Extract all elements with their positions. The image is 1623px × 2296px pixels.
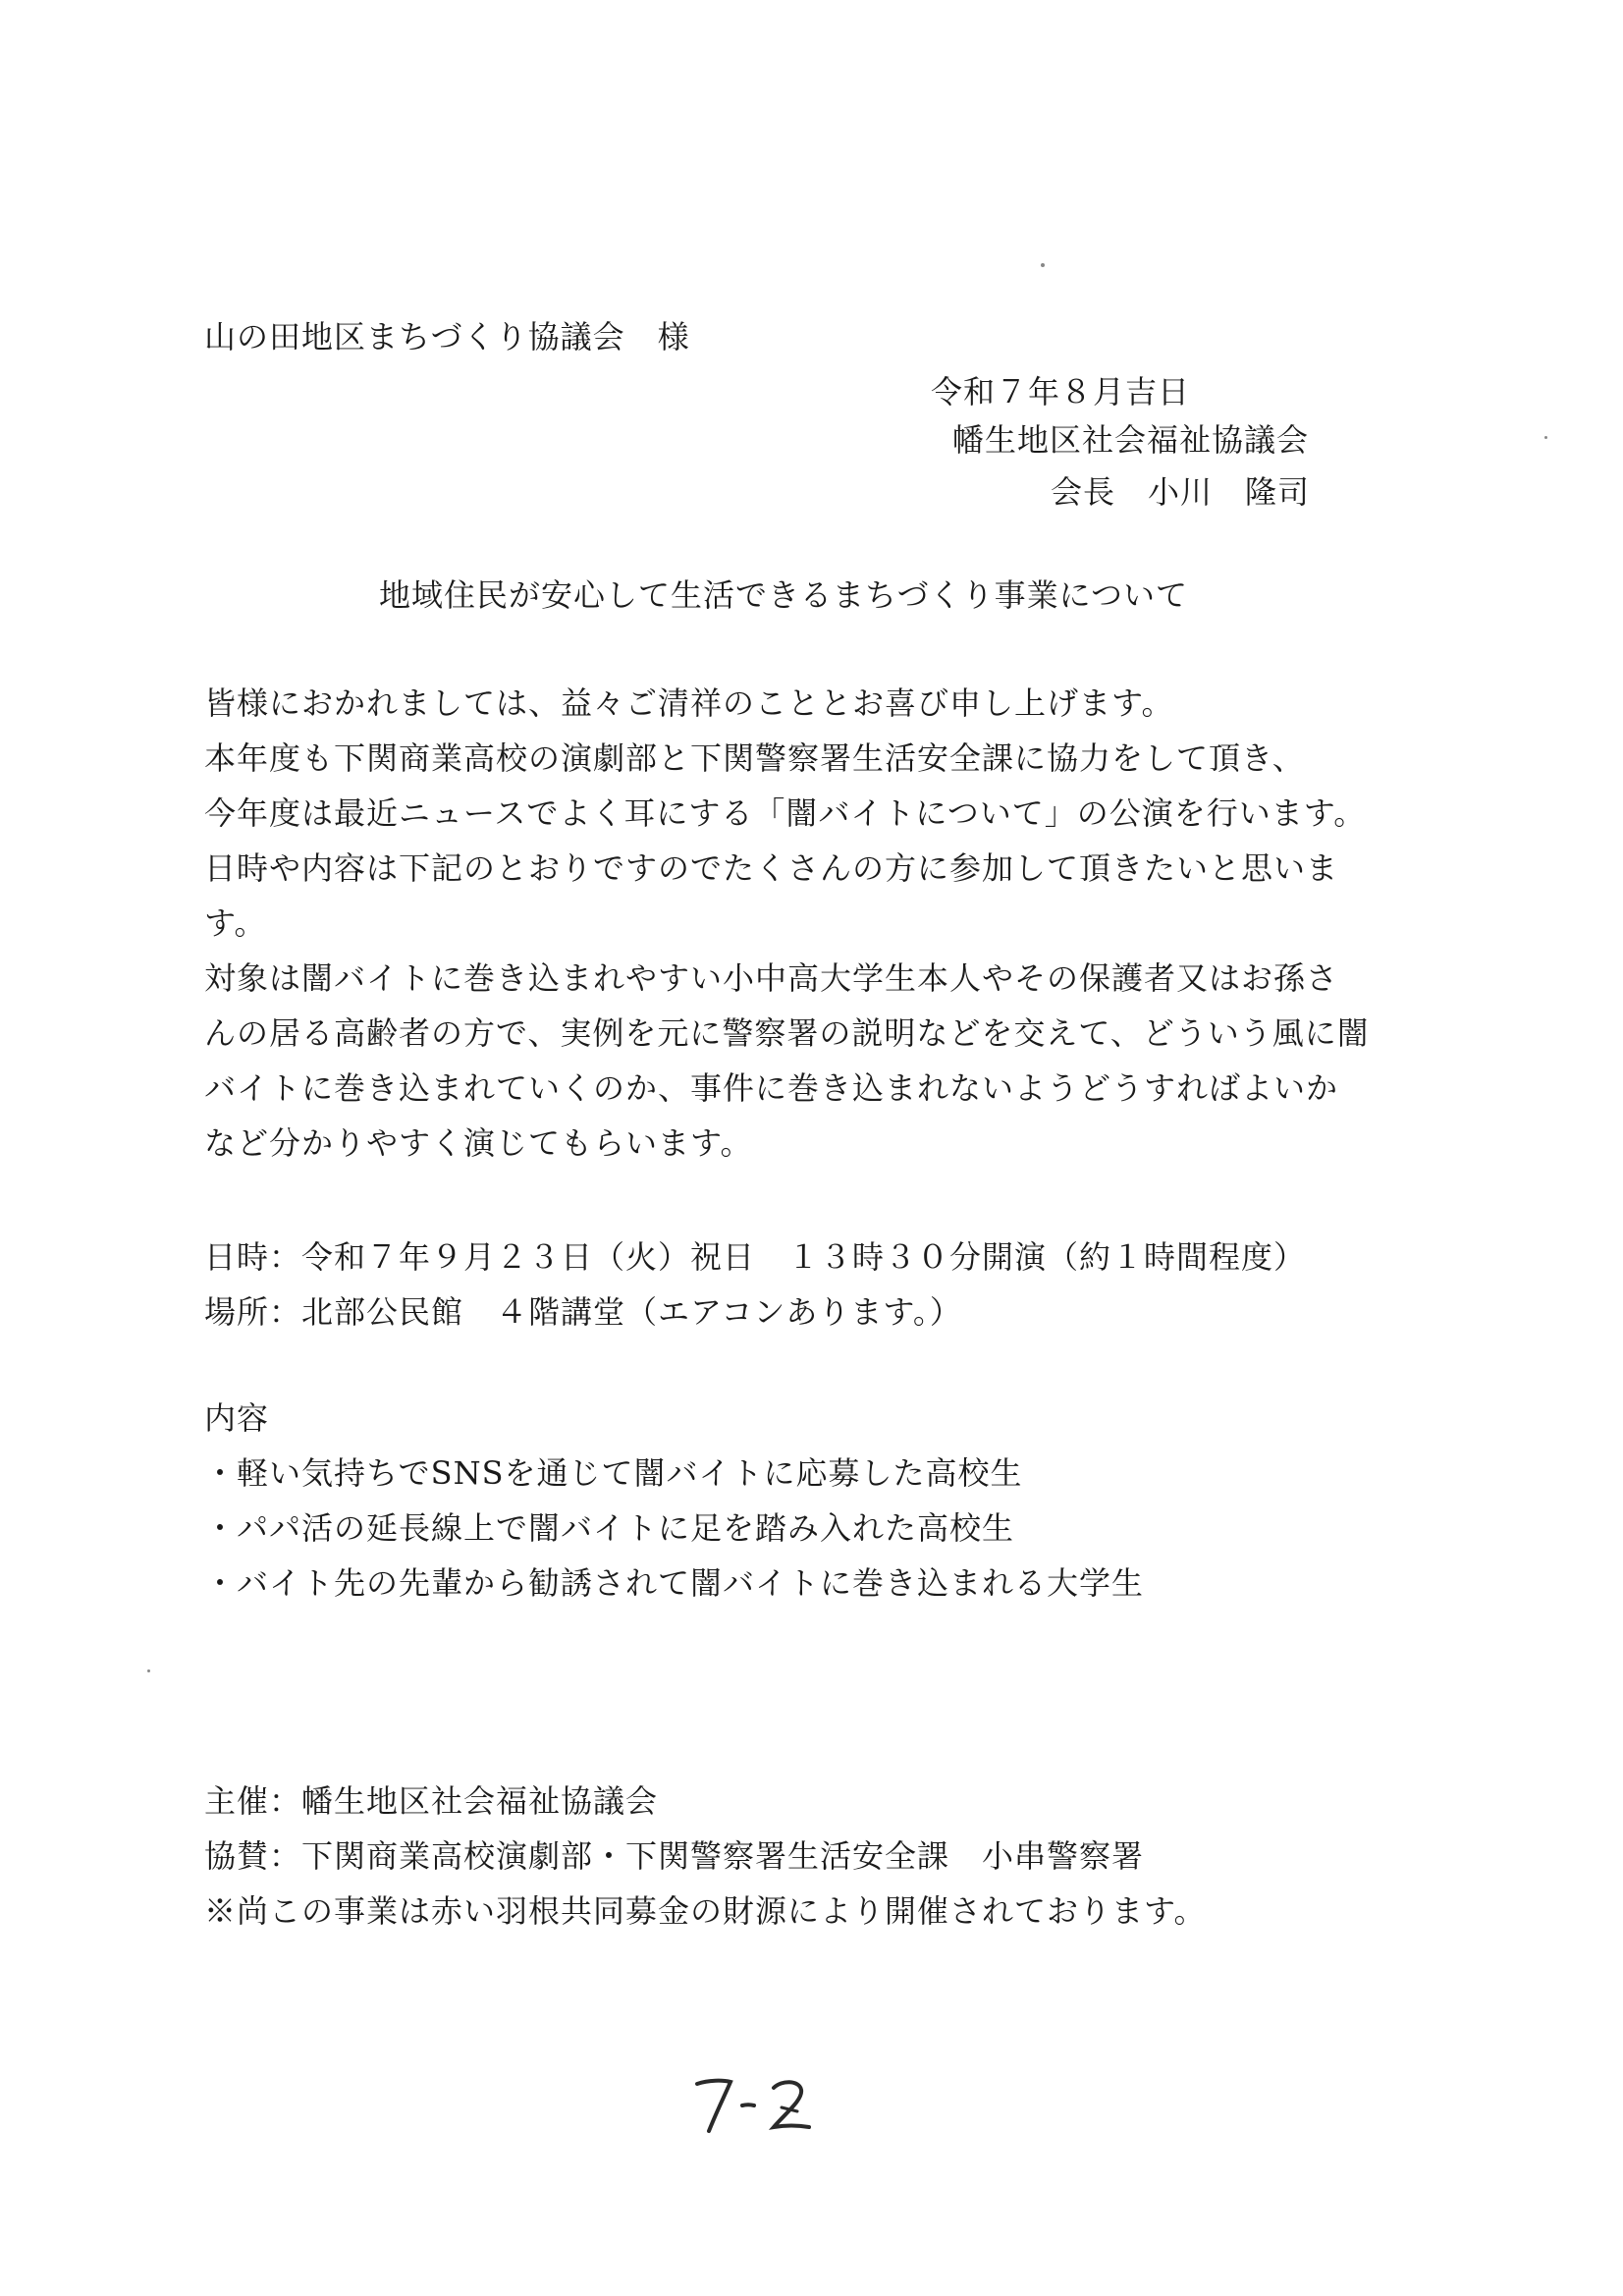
contents-item: ・パパ活の延長線上で闇バイトに足を踏み入れた高校生 [204,1509,1015,1547]
sponsor-line: 協賛：下関商業高校演劇部・下関警察署生活安全課 小串警察署 [204,1837,1145,1875]
body-line: 今年度は最近ニュースでよく耳にする「闇バイトについて」の公演を行います。 [204,794,1367,832]
scan-speck [1041,263,1045,267]
body-line: んの居る高齢者の方で、実例を元に警察署の説明などを交えて、どういう風に闇 [204,1014,1370,1052]
addressee: 山の田地区まちづくり協議会 様 [204,318,690,355]
sender-organization: 幡生地区社会福祉協議会 [952,421,1310,459]
scan-speck [147,1669,150,1672]
event-datetime: 日時：令和７年９月２３日（火）祝日 １３時３０分開演（約１時間程度） [204,1238,1307,1276]
contents-heading: 内容 [204,1399,270,1437]
body-line: 皆様におかれましては、益々ご清祥のこととお喜び申し上げます。 [204,684,1174,722]
document-date: 令和７年８月吉日 [931,373,1191,410]
handwritten-page-number [679,2066,837,2145]
contents-section [204,1391,1144,1611]
sender-chair: 会長 小川 隆司 [1051,473,1311,511]
body-line: 日時や内容は下記のとおりですのでたくさんの方に参加して頂きたいと思いま [204,849,1339,887]
body-line: など分かりやすく演じてもらいます。 [204,1124,753,1162]
funding-note: ※尚この事業は赤い羽根共同募金の財源により開催されております。 [204,1892,1207,1930]
contents-item: ・バイト先の先輩から勧誘されて闇バイトに巻き込まれる大学生 [204,1564,1145,1602]
scan-speck [1544,436,1547,439]
handwritten-7-2-icon [679,2066,837,2145]
footer-section [204,1774,1206,1939]
host-line: 主催：幡生地区社会福祉協議会 [204,1782,659,1820]
event-place: 場所：北部公民館 ４階講堂（エアコンあります。） [204,1293,962,1331]
subject-title: 地域住民が安心して生活できるまちづくり事業について [379,576,1189,614]
body-line: す。 [204,904,267,942]
body-line: 本年度も下関商業高校の演劇部と下関警察署生活安全課に協力をして頂き、 [204,739,1305,777]
body-text [204,676,1397,1171]
schedule-section [204,1230,1306,1339]
body-line: バイトに巻き込まれていくのか、事件に巻き込まれないようどうすればよいか [204,1069,1339,1107]
body-line: 対象は闇バイトに巻き込まれやすい小中高大学生本人やその保護者又はお孫さ [204,959,1339,997]
contents-item: ・軽い気持ちでSNSを通じて闇バイトに応募した高校生 [204,1454,1023,1492]
